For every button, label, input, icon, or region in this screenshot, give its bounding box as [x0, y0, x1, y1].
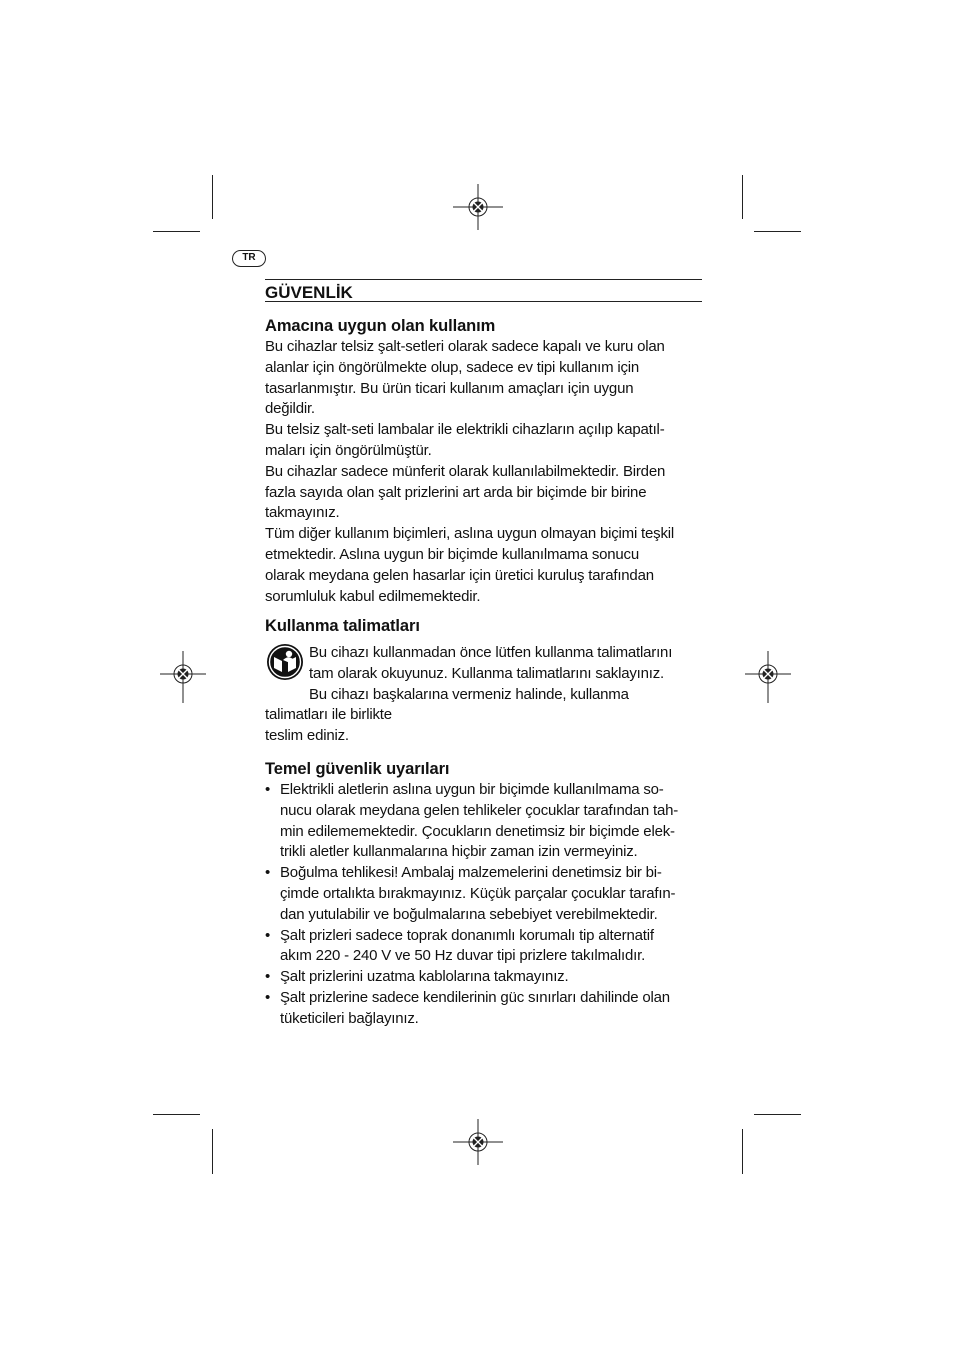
- list-item-line: çimde ortalıkta bırakmayınız. Küçük parçalar çocuklar tarafın-: [280, 884, 676, 902]
- list-item-line: dan yutulabilir ve boğulmalarına sebebiyet verebilmektedir.: [280, 905, 658, 923]
- body-line: Bu cihazı kullanmadan önce lütfen kullanma talimatlarını: [309, 644, 673, 661]
- body-line: alanlar için öngörülmekte olup, sadece ev tipi kullanım için: [265, 358, 640, 376]
- crop-mark-bottom-right-vertical: [742, 1129, 743, 1174]
- body-line: fazla sayıda olan şalt prizlerini art arda bir biçimde bir birine: [265, 483, 647, 501]
- bullet-icon: •: [265, 781, 271, 798]
- instructions-body: [265, 643, 705, 747]
- intended-use-heading: Amacına uygun olan kullanım: [265, 317, 496, 335]
- list-item: [265, 863, 705, 925]
- body-line: Bu cihazlar sadece münferit olarak kullanılabilmektedir. Birden: [265, 462, 666, 480]
- body-line: Bu cihazlar telsiz şalt-setleri olarak sadece kapalı ve kuru olan: [265, 338, 665, 355]
- section-title: GÜVENLİK: [265, 279, 702, 302]
- body-line: etmektedir. Aslına uygun bir biçimde kullanılmama sonucu: [265, 545, 639, 563]
- body-line: Bu cihazı başkalarına vermeniz halinde, kullanma: [309, 685, 629, 703]
- instructions-section: [265, 616, 705, 747]
- intended-use-body: [265, 337, 705, 607]
- list-item-line: trikli aletler kullanmalarına hiçbir zaman izin vermeyiniz.: [280, 843, 638, 861]
- registration-mark-top-icon: [453, 184, 503, 230]
- body-line: olarak meydana gelen hasarlar için üretici kuruluş tarafından: [265, 566, 654, 584]
- list-item-line: akım 220 - 240 V ve 50 Hz duvar tipi prizlere takılmalıdır.: [280, 947, 646, 965]
- safety-list: [265, 780, 705, 1030]
- list-item-line: Boğulma tehlikesi! Ambalaj malzemelerini denetimsiz bir bi-: [280, 864, 662, 882]
- basic-safety-section: [265, 759, 705, 1030]
- list-item-line: Şalt prizleri sadece toprak donanımlı korumalı tip alternatif: [280, 926, 654, 944]
- bullet-icon: •: [265, 926, 271, 944]
- instructions-heading: Kullanma talimatları: [265, 617, 420, 635]
- body-line: tasarlanmıştır. Bu ürün ticari kullanım amaçları için uygun: [265, 379, 634, 397]
- body-line: Bu telsiz şalt-seti lambalar ile elektrikli cihazların açılıp kapatıl-: [265, 421, 665, 439]
- list-item-line: min edilememektedir. Çocukların denetimsiz bir biçimde elek-: [280, 822, 675, 840]
- list-item-line: Şalt prizlerine sadece kendilerinin güc sınırları dahilinde olan: [280, 988, 670, 1006]
- crop-mark-top-right-vertical: [742, 175, 743, 219]
- basic-safety-heading: Temel güvenlik uyarıları: [265, 760, 450, 778]
- list-item: [265, 926, 705, 968]
- list-item-line: nucu olarak meydana gelen tehlikeler çocuklar tarafından tah-: [280, 801, 679, 819]
- list-item-line: tüketicileri bağlayınız.: [280, 1009, 419, 1027]
- body-line: teslim ediniz.: [265, 727, 349, 745]
- body-line: tam olarak okuyunuz. Kullanma talimatlarını saklayınız.: [309, 664, 664, 682]
- list-item: [265, 780, 705, 863]
- registration-mark-right-icon: [745, 651, 791, 703]
- list-item-line: Elektrikli aletlerin aslına uygun bir biçimde kullanılmama so-: [280, 781, 664, 798]
- crop-mark-top-right-horizontal: [754, 231, 801, 232]
- crop-mark-bottom-left-vertical: [212, 1129, 213, 1174]
- list-item: [265, 967, 705, 988]
- body-line: Tüm diğer kullanım biçimleri, aslına uygun olmayan biçimi teşkil: [265, 525, 675, 543]
- registration-mark-bottom-icon: [453, 1119, 503, 1165]
- body-line: sorumluluk kabul edilmemektedir.: [265, 587, 481, 605]
- crop-mark-bottom-left-horizontal: [153, 1114, 200, 1115]
- list-item: [265, 988, 705, 1030]
- body-line: takmayınız.: [265, 504, 340, 522]
- list-item-line: Şalt prizlerini uzatma kablolarına takmayınız.: [280, 968, 569, 986]
- registration-mark-left-icon: [160, 651, 206, 703]
- body-line: değildir.: [265, 400, 315, 418]
- crop-mark-top-left-vertical: [212, 175, 213, 219]
- read-manual-icon: [266, 643, 304, 681]
- body-line: maları için öngörülmüştür.: [265, 441, 432, 459]
- crop-mark-top-left-horizontal: [153, 231, 200, 232]
- bullet-icon: •: [265, 988, 271, 1006]
- bullet-icon: •: [265, 864, 271, 882]
- language-badge: TR: [232, 250, 266, 267]
- crop-mark-bottom-right-horizontal: [754, 1114, 801, 1115]
- body-line: talimatları ile birlikte: [265, 706, 392, 724]
- intended-use-section: [265, 316, 705, 607]
- bullet-icon: •: [265, 968, 271, 986]
